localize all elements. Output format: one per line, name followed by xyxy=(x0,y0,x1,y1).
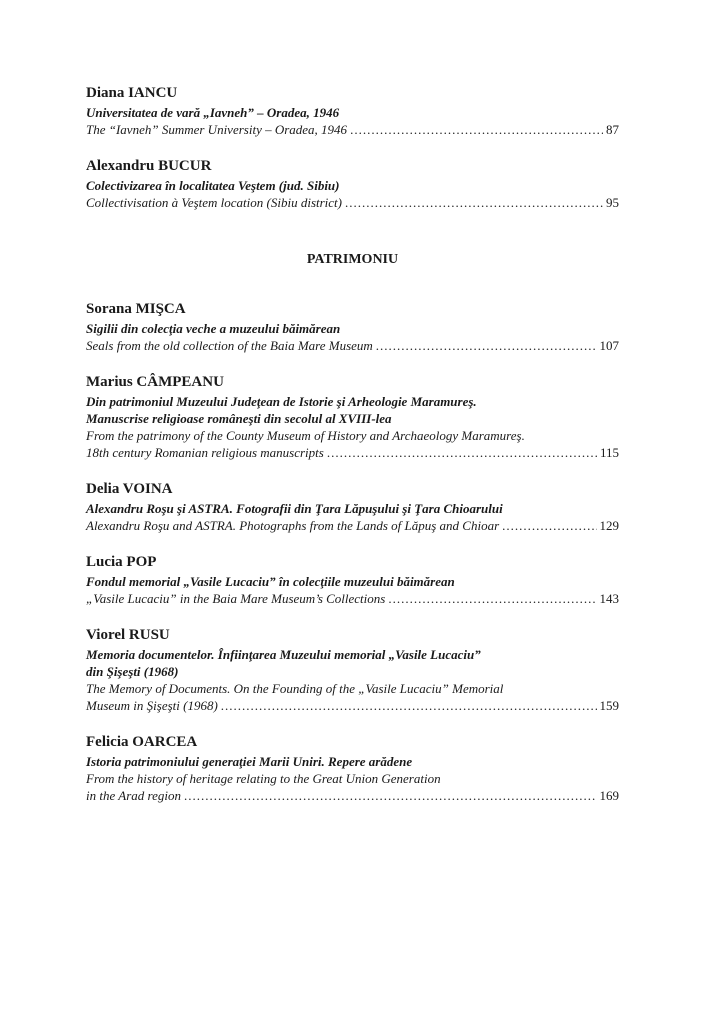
entry-title-ro: Alexandru Roşu şi ASTRA. Fotografii din Ţara Lăpuşului şi Ţara Chioarului xyxy=(86,501,503,516)
entry-title-en: Collectivisation à Veştem location (Sibiu district) xyxy=(86,195,342,210)
entry-title-en: in the Arad region xyxy=(86,788,181,803)
entry-leader-row xyxy=(86,787,619,804)
toc-entry xyxy=(86,156,619,211)
entry-author: Felicia OARCEA xyxy=(86,734,198,750)
entry-title-en: The “Iavneh” Summer University – Oradea, 1946 xyxy=(86,122,348,137)
entry-page-number: 115 xyxy=(599,445,619,460)
toc-entry xyxy=(86,479,619,534)
section-title: PATRIMONIU xyxy=(306,252,399,267)
entry-page-number: 87 xyxy=(606,122,619,137)
entry-author: Delia VOINA xyxy=(86,481,173,497)
entry-page-number: 169 xyxy=(599,788,619,803)
dot-leader xyxy=(376,337,597,354)
dot-leader xyxy=(184,787,597,804)
dot-leader xyxy=(388,590,596,607)
entry-title-ro: Manuscrise religioase româneşti din secolul al XVIII-lea xyxy=(86,411,392,426)
entry-leader-row xyxy=(86,121,619,138)
toc-entry xyxy=(86,372,619,461)
toc-group-before xyxy=(86,83,619,211)
toc-entry xyxy=(86,625,619,714)
entry-title-ro: Universitatea de vară „Iavneh” – Oradea, 1946 xyxy=(86,105,340,120)
entry-title-en: Seals from the old collection of the Baia Mare Museum xyxy=(86,338,373,353)
dot-leader xyxy=(502,517,596,534)
dot-leader xyxy=(327,444,597,461)
entry-leader-row xyxy=(86,590,619,607)
entry-title-ro: Din patrimoniul Muzeului Judeţean de Istorie şi Arheologie Maramureş. xyxy=(86,394,477,409)
entry-author: Diana IANCU xyxy=(86,85,178,101)
toc-entry xyxy=(86,732,619,804)
toc-entry xyxy=(86,299,619,354)
entry-leader-row xyxy=(86,194,619,211)
entry-page-number: 95 xyxy=(606,195,619,210)
entry-title-ro: din Şişeşti (1968) xyxy=(86,664,179,679)
entry-leader-row xyxy=(86,337,619,354)
dot-leader xyxy=(221,697,597,714)
toc-group-after xyxy=(86,299,619,804)
entry-page-number: 159 xyxy=(599,698,619,713)
toc-entry xyxy=(86,83,619,138)
entry-title-en: 18th century Romanian religious manuscripts xyxy=(86,445,324,460)
entry-title-en: Museum in Şişeşti (1968) xyxy=(86,698,218,713)
entry-page-number: 129 xyxy=(599,518,619,533)
dot-leader xyxy=(345,194,603,211)
entry-title-en: Alexandru Roşu and ASTRA. Photographs from the Lands of Lăpuş and Chioar xyxy=(86,518,500,533)
entry-title-en: „Vasile Lucaciu” in the Baia Mare Museum’s Collections xyxy=(86,591,386,606)
entry-author: Sorana MIŞCA xyxy=(86,301,186,317)
entry-leader-row xyxy=(86,444,619,461)
entry-title-ro: Memoria documentelor. Înfiinţarea Muzeului memorial „Vasile Lucaciu” xyxy=(86,647,481,662)
entry-title-en: The Memory of Documents. On the Founding of the „Vasile Lucaciu” Memorial xyxy=(86,681,504,696)
entry-title-ro: Fondul memorial „Vasile Lucaciu” în colecţiile muzeului băimărean xyxy=(86,574,455,589)
entry-leader-row xyxy=(86,517,619,534)
entry-title-ro: Sigilii din colecţia veche a muzeului băimărean xyxy=(86,321,341,336)
entry-page-number: 143 xyxy=(599,591,619,606)
entry-author: Alexandru BUCUR xyxy=(86,158,212,174)
entry-title-en: From the history of heritage relating to the Great Union Generation xyxy=(86,771,441,786)
entry-title-ro: Istoria patrimoniului generaţiei Marii Uniri. Repere arădene xyxy=(86,754,413,769)
entry-title-en: From the patrimony of the County Museum of History and Archaeology Maramureş. xyxy=(86,428,525,443)
entry-page-number: 107 xyxy=(599,338,619,353)
entry-author: Lucia POP xyxy=(86,554,157,570)
entry-author: Marius CÂMPEANU xyxy=(86,374,224,390)
dot-leader xyxy=(350,121,603,138)
toc-entry xyxy=(86,552,619,607)
entry-author: Viorel RUSU xyxy=(86,627,170,643)
entry-leader-row xyxy=(86,697,619,714)
entry-title-ro: Colectivizarea în localitatea Veştem (jud. Sibiu) xyxy=(86,178,340,193)
